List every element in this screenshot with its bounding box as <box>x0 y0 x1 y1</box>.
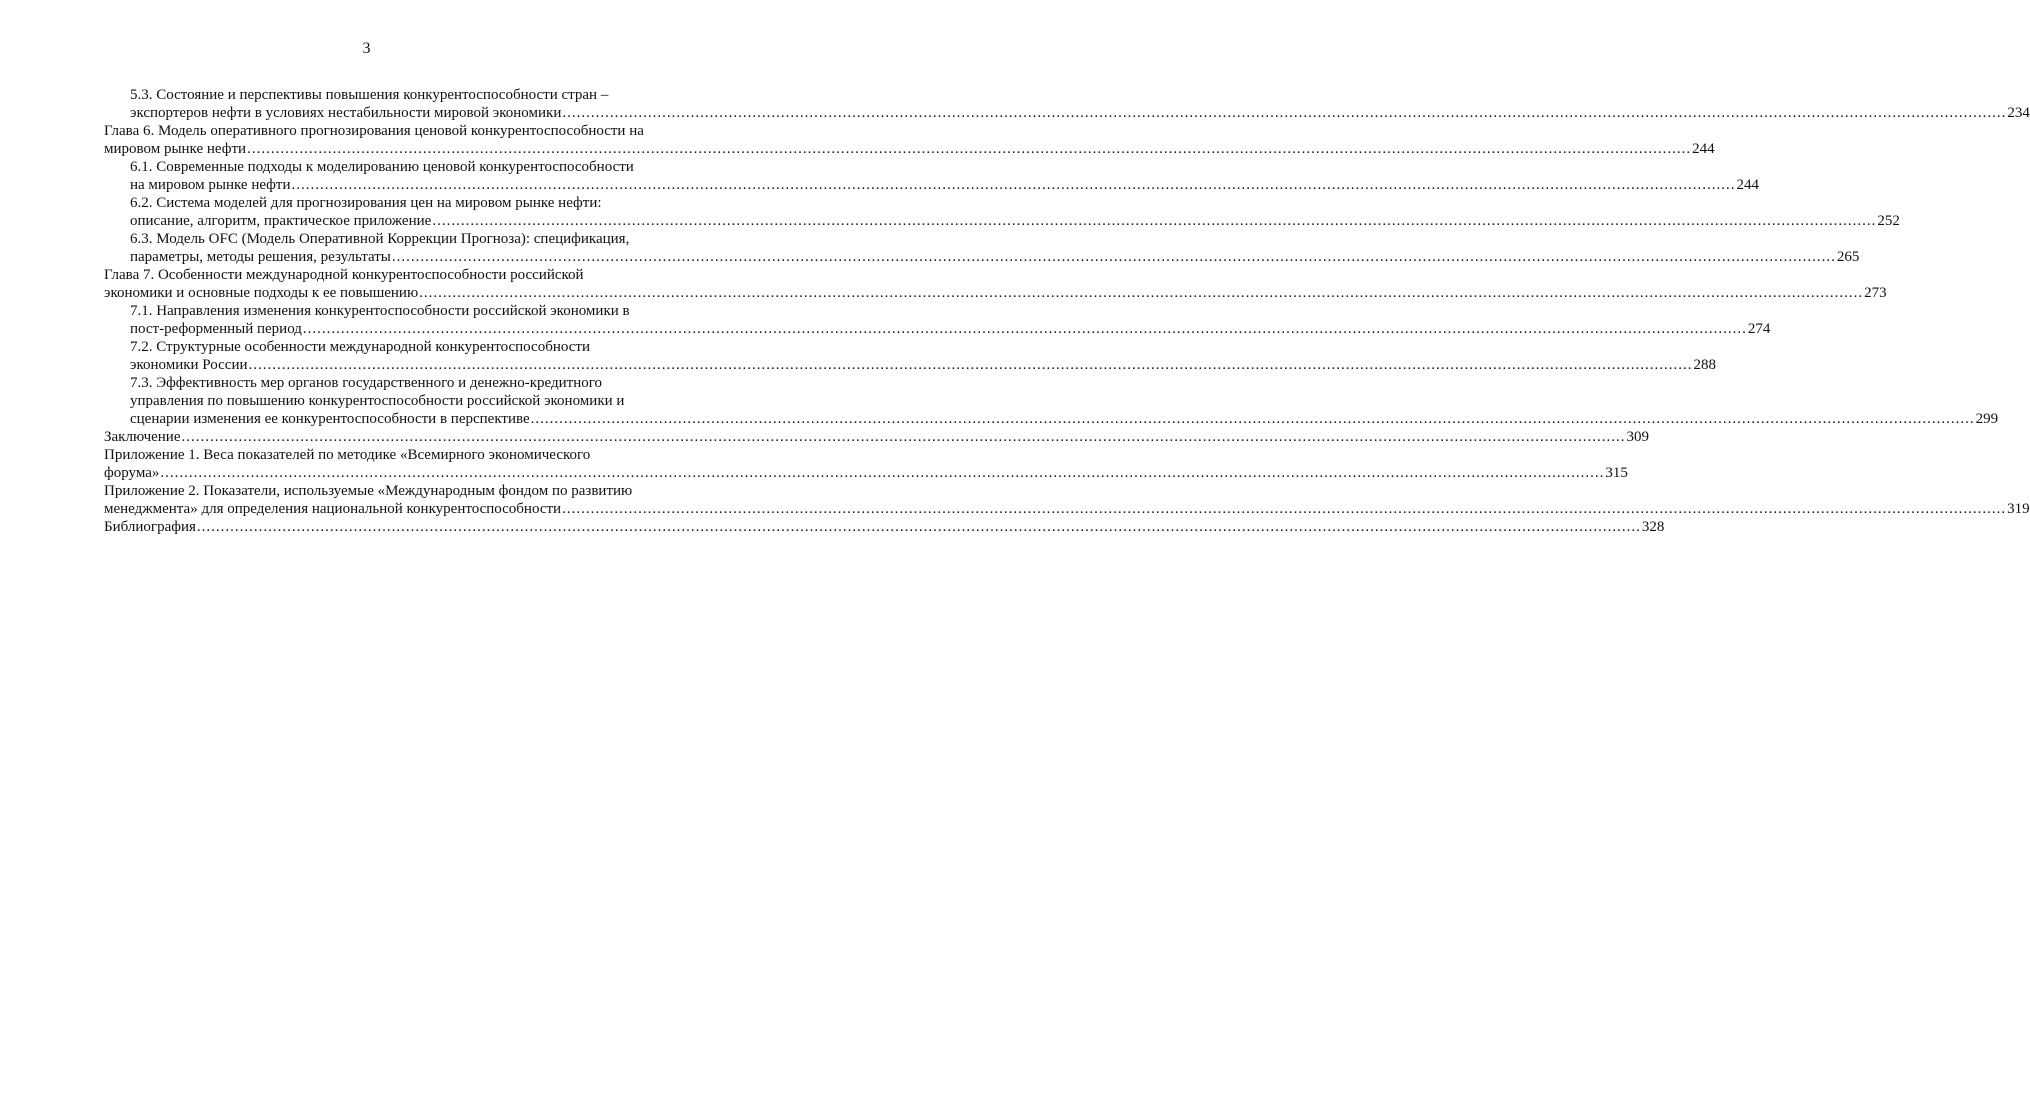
toc-page-number: 328 <box>1641 519 1665 535</box>
toc-entry-text: мировом рынке нефти <box>104 141 247 157</box>
dot-leader: ................................................................................................................................................................................................................................................................................................................ <box>302 321 1747 337</box>
toc-entry-text: экономики России <box>130 357 248 373</box>
toc-entry-text: Заключение <box>104 429 181 445</box>
toc-entry-text: Библиография <box>104 519 196 535</box>
toc-entry-text: 7.2. Структурные особенности международной конкурентоспособности <box>130 339 590 355</box>
dot-leader: ................................................................................................................................................................................................................................................................................................................ <box>196 519 1641 535</box>
toc-page-number: 319 <box>2007 501 2030 517</box>
toc-entry-text: 7.1. Направления изменения конкурентоспособности российской экономики в <box>130 303 630 319</box>
toc-entry-text: 5.3. Состояние и перспективы повышения конкурентоспособности стран – <box>130 87 609 103</box>
dot-leader: ................................................................................................................................................................................................................................................................................................................ <box>530 411 1975 427</box>
toc-entry-7-1 <box>130 302 1771 338</box>
toc-entry-text: 7.3. Эффективность мер органов государственного и денежно-кредитного <box>130 375 603 391</box>
toc-entry-text: Приложение 1. Веса показателей по методике «Всемирного экономического <box>104 447 591 463</box>
toc-entry-5-3 <box>130 86 2030 122</box>
dot-leader: ................................................................................................................................................................................................................................................................................................................ <box>419 285 1864 301</box>
toc-page-number: 265 <box>1836 249 1860 265</box>
toc-page-number: 309 <box>1626 429 1649 445</box>
toc-entry-appendix-2 <box>104 482 2030 518</box>
toc-entry-text: на мировом рынке нефти <box>130 177 291 193</box>
toc-entry-text: пост-реформенный период <box>130 321 302 337</box>
dot-leader: ................................................................................................................................................................................................................................................................................................................ <box>432 213 1877 229</box>
toc-entry-conclusion <box>104 428 1649 446</box>
toc-entry-text: 6.1. Современные подходы к моделированию ценовой конкурентоспособности <box>130 159 634 175</box>
dot-leader: ................................................................................................................................................................................................................................................................................................................ <box>562 105 2007 121</box>
dot-leader: ................................................................................................................................................................................................................................................................................................................ <box>181 429 1626 445</box>
dot-leader: ................................................................................................................................................................................................................................................................................................................ <box>391 249 1836 265</box>
dot-leader: ................................................................................................................................................................................................................................................................................................................ <box>247 141 1692 157</box>
toc-entry-text: экономики и основные подходы к ее повышению <box>104 285 419 301</box>
toc-entry-text: менеджмента» для определения национальной конкурентоспособности <box>104 501 562 517</box>
toc-entry-chapter-6 <box>104 122 1715 158</box>
toc-entry-7-2 <box>130 338 1717 374</box>
toc-page-number: 315 <box>1605 465 1628 481</box>
toc-entry-text: Глава 7. Особенности международной конкурентоспособности российской <box>104 267 584 283</box>
toc-entry-6-1 <box>130 158 1759 194</box>
toc-entry-7-3 <box>130 374 1999 428</box>
toc-page-number: 299 <box>1975 411 1999 427</box>
toc-entry-text: управления по повышению конкурентоспособности российской экономики и <box>130 393 625 409</box>
dot-leader: ................................................................................................................................................................................................................................................................................................................ <box>248 357 1693 373</box>
toc-entry-text: 6.3. Модель OFC (Модель Оперативной Коррекции Прогноза): спецификация, <box>130 231 630 247</box>
toc-page-number: 244 <box>1736 177 1759 193</box>
page-number: 3 <box>362 40 371 57</box>
toc-page-number: 288 <box>1693 357 1717 373</box>
toc-entry-bibliography <box>104 518 1665 536</box>
toc-entry-text: сценарии изменения ее конкурентоспособности в перспективе <box>130 411 530 427</box>
toc-entry-6-3 <box>130 230 1860 266</box>
toc-entry-text: экспортеров нефти в условиях нестабильности мировой экономики <box>130 105 562 121</box>
toc-entry-text: параметры, методы решения, результаты <box>130 249 391 265</box>
toc-entry-chapter-7 <box>104 266 1887 302</box>
toc-page-number: 234 <box>2007 105 2030 121</box>
toc-entry-text: описание, алгоритм, практическое приложение <box>130 213 432 229</box>
toc-page-number: 252 <box>1877 213 1900 229</box>
dot-leader: ................................................................................................................................................................................................................................................................................................................ <box>291 177 1736 193</box>
toc-entry-6-2 <box>130 194 1900 230</box>
toc-entry-text: форума» <box>104 465 160 481</box>
toc-entry-text: 6.2. Система моделей для прогнозирования цен на мировом рынке нефти: <box>130 195 602 211</box>
toc-entry-text: Глава 6. Модель оперативного прогнозирования ценовой конкурентоспособности на <box>104 123 644 139</box>
dot-leader: ................................................................................................................................................................................................................................................................................................................ <box>160 465 1605 481</box>
toc-page-number: 244 <box>1692 141 1715 157</box>
toc-page-number: 273 <box>1864 285 1887 301</box>
toc-entry-text: Приложение 2. Показатели, используемые «Международным фондом по развитию <box>104 483 633 499</box>
toc-entry-appendix-1 <box>104 446 1628 482</box>
dot-leader: ................................................................................................................................................................................................................................................................................................................ <box>562 501 2007 517</box>
toc-page-number: 274 <box>1747 321 1771 337</box>
